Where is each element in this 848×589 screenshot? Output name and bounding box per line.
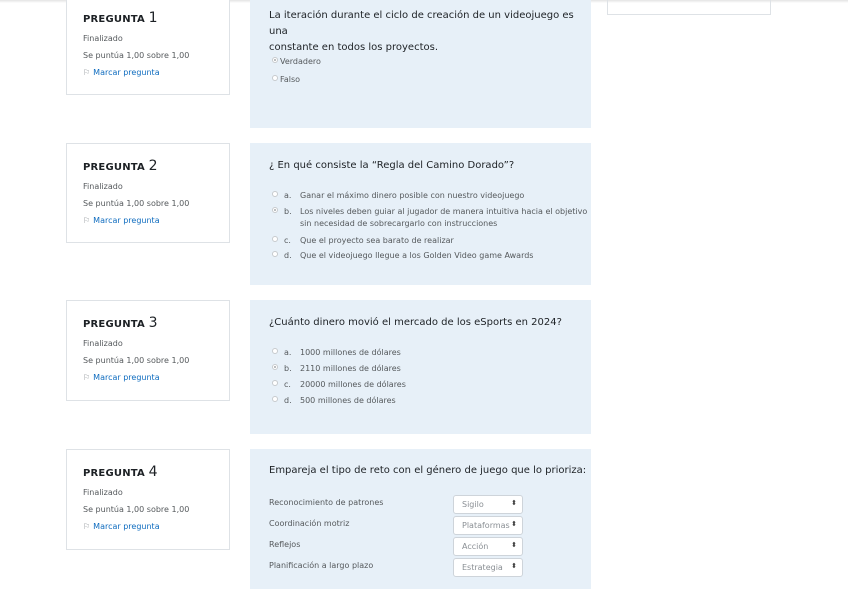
radio-button[interactable] <box>272 236 278 242</box>
radio-button[interactable] <box>272 191 278 197</box>
question-info-1 <box>66 0 230 95</box>
question-state: Finalizado <box>83 488 123 497</box>
flag-question-link[interactable]: ⚐ Marcar pregunta <box>83 68 160 77</box>
question-text: ¿ En qué consiste la “Regla del Camino Dorado”? <box>269 160 515 171</box>
radio-button[interactable] <box>272 396 278 402</box>
question-content-4 <box>250 449 591 589</box>
flag-question-link[interactable]: ⚐ Marcar pregunta <box>83 216 160 225</box>
question-info-2 <box>66 143 230 243</box>
question-state: Finalizado <box>83 339 123 348</box>
flag-icon: ⚐ <box>83 216 91 225</box>
sidebar-block <box>607 0 771 15</box>
select-arrows-icon: ⬍ <box>511 520 517 528</box>
select-arrows-icon: ⬍ <box>511 499 517 507</box>
question-state: Finalizado <box>83 182 123 191</box>
match-select[interactable]: Acción ⬍ <box>453 537 523 556</box>
question-content-1: La iteración durante el ciclo de creación de un videojuego es una constante en todos los proyectos. Verdadero Falso <box>250 0 591 128</box>
radio-button[interactable] <box>272 364 278 370</box>
question-content-2: ¿ En qué consiste la “Regla del Camino Dorado”? a. Ganar el máximo dinero posible con nuestro videojuego b. Los niveles deben guiar al jugador de manera intuitiva hacia el objetivo sin necesidad de sobrecargarlo con instrucciones c. Que el proyecto sea barato de realizar d. Que el videojuego llegue a los Golden Video game Awards <box>250 143 591 285</box>
match-label: Planificación a largo plazo <box>269 561 374 570</box>
radio-button[interactable] <box>272 207 278 213</box>
match-select[interactable]: Sigilo ⬍ <box>453 495 523 514</box>
select-arrows-icon: ⬍ <box>511 562 517 570</box>
radio-button[interactable] <box>272 380 278 386</box>
question-grade: Se puntúa 1,00 sobre 1,00 <box>83 505 190 514</box>
question-number: PREGUNTA 4 <box>83 464 158 480</box>
question-number: PREGUNTA 2 <box>83 158 158 174</box>
select-arrows-icon: ⬍ <box>511 541 517 549</box>
radio-button[interactable] <box>272 348 278 354</box>
question-state: Finalizado <box>83 34 123 43</box>
flag-icon: ⚐ <box>83 68 91 77</box>
flag-question-link[interactable]: ⚐ Marcar pregunta <box>83 522 160 531</box>
match-label: Reflejos <box>269 540 301 549</box>
radio-button[interactable] <box>272 251 278 257</box>
radio-button[interactable] <box>272 57 278 63</box>
question-grade: Se puntúa 1,00 sobre 1,00 <box>83 356 190 365</box>
question-grade: Se puntúa 1,00 sobre 1,00 <box>83 199 190 208</box>
flag-question-link[interactable]: ⚐ Marcar pregunta <box>83 373 160 382</box>
question-text: Empareja el tipo de reto con el género de juego que lo prioriza: <box>269 465 587 476</box>
question-number: PREGUNTA 3 <box>83 315 158 331</box>
match-select[interactable]: Estrategia ⬍ <box>453 558 523 577</box>
match-label: Coordinación motriz <box>269 519 350 528</box>
question-info-3 <box>66 300 230 401</box>
flag-icon: ⚐ <box>83 522 91 531</box>
question-info-4 <box>66 449 230 550</box>
question-number: PREGUNTA 1 <box>83 10 158 26</box>
question-text: ¿Cuánto dinero movió el mercado de los eSports en 2024? <box>269 317 562 328</box>
question-text: La iteración durante el ciclo de creación de un videojuego es una constante en todos los proyectos. <box>269 10 574 53</box>
question-grade: Se puntúa 1,00 sobre 1,00 <box>83 51 190 60</box>
flag-icon: ⚐ <box>83 373 91 382</box>
radio-button[interactable] <box>272 75 278 81</box>
question-content-3: ¿Cuánto dinero movió el mercado de los eSports en 2024? a. 1000 millones de dólares b. 2110 millones de dólares c. 20000 millones de dólares d. 500 millones de dólares <box>250 300 591 434</box>
match-label: Reconocimiento de patrones <box>269 498 384 507</box>
match-select[interactable]: Plataformas ⬍ <box>453 516 523 535</box>
